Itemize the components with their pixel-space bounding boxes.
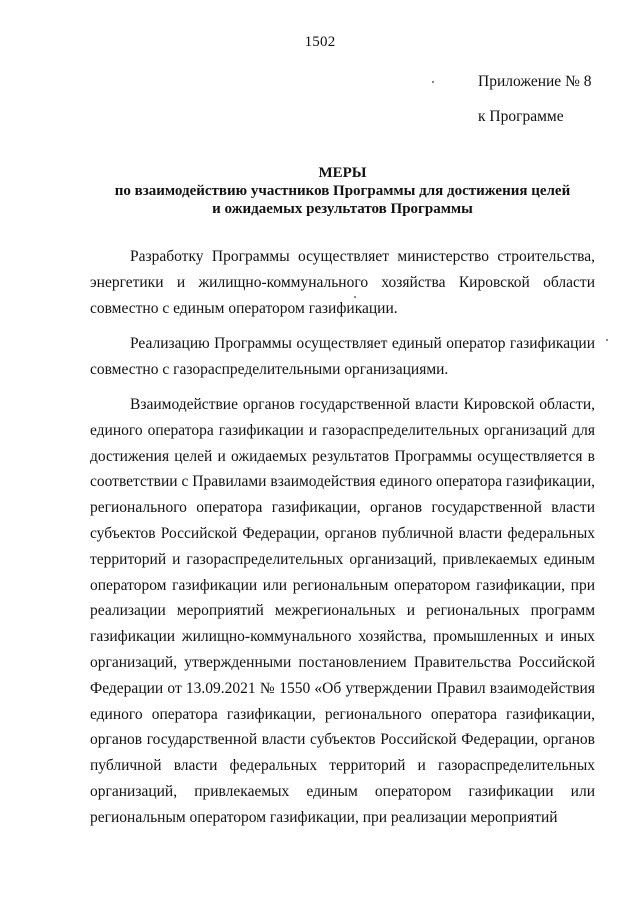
paragraph-interaction: Взаимодействие органов государственной власти Кировской области, единого оператора газификации и газораспределительных организаций для достижения целей и ожидаемых результатов Программы осуществляется в соответствии с Правилами взаимодействия единого оператора газификации, регионального оператора газификации, органов государственной власти субъектов Российской Федерации, органов публичной власти федеральных территорий и газораспределительных организаций, привлекаемых единым оператором газификации или региональным оператором газификации, при реализации мероприятий межрегиональных и региональных программ газификации жилищно-коммунального хозяйства, промышленных и иных организаций, утвержденными постановлением Правительства Российской Федерации от 13.09.2021 № 1550 «Об утверждении Правил взаимодействия единого оператора газификации, регионального оператора газификации, органов государственной власти субъектов Российской Федерации, органов публичной власти федеральных территорий и газораспределительных организаций, привлекаемых единым оператором газификации или региональным оператором газификации, при реализации мероприятий bbox=[90, 395, 595, 826]
appendix-reference: к Программе bbox=[478, 108, 564, 125]
document-title bbox=[90, 164, 595, 218]
title-subheading-line-1: по взаимодействию участников Программы для достижения целей bbox=[114, 183, 571, 199]
title-subheading-line-2: и ожидаемых результатов Программы bbox=[212, 201, 473, 217]
document-body bbox=[90, 244, 595, 831]
title-heading: МЕРЫ bbox=[318, 165, 367, 181]
scan-speck bbox=[432, 81, 434, 83]
scan-speck bbox=[606, 339, 608, 341]
paragraph-development: Разработку Программы осуществляет министерство строительства, энергетики и жилищно-коммунального хозяйства Кировской области совместно с единым оператором газификации. bbox=[90, 248, 595, 317]
appendix-label: Приложение № 8 bbox=[478, 73, 592, 90]
paragraph-implementation: Реализацию Программы осуществляет единый оператор газификации совместно с газораспределительными организациями. bbox=[90, 334, 595, 378]
scan-speck bbox=[354, 296, 356, 298]
page-number: 1502 bbox=[304, 34, 336, 50]
